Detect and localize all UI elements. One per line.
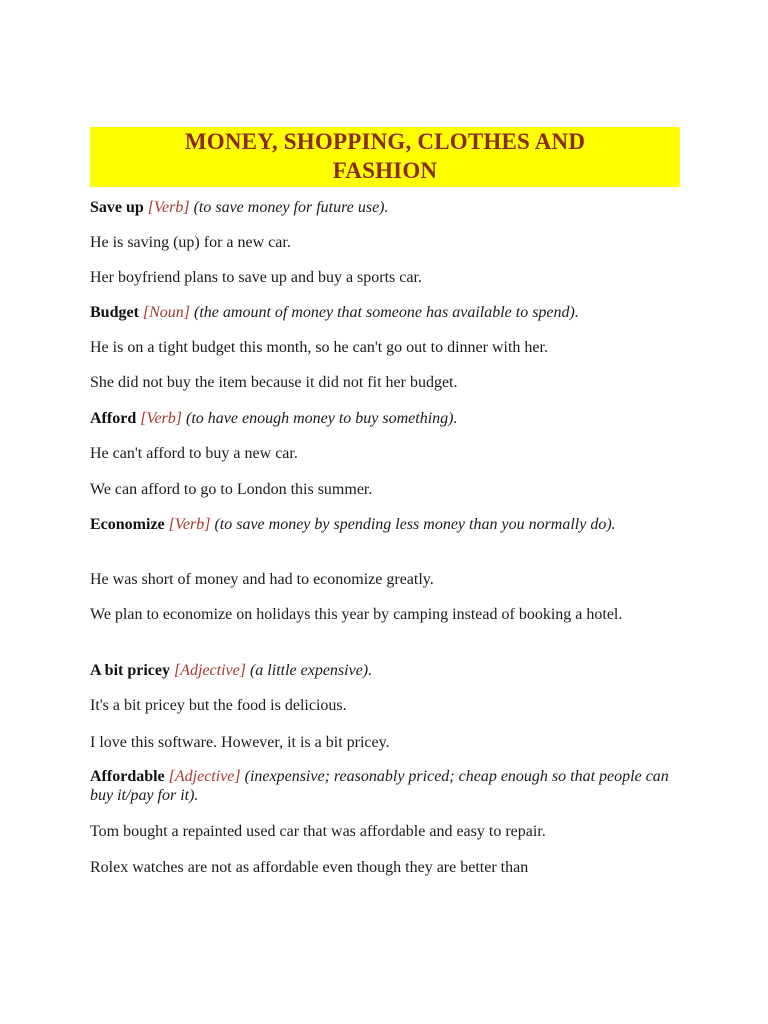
- example-sentence: He is on a tight budget this month, so he can't go out to dinner with her.: [90, 339, 548, 356]
- entry-part-of-speech: [Adjective]: [168, 768, 241, 785]
- entry-heading: [90, 198, 690, 217]
- entry-heading: [90, 661, 690, 680]
- entry-part-of-speech: [Verb]: [140, 410, 182, 427]
- example-sentence: I love this software. However, it is a bit pricey.: [90, 734, 390, 751]
- entry-definition: (to save money for future use).: [193, 199, 389, 216]
- entry-part-of-speech: [Noun]: [142, 304, 191, 321]
- entry-definition: (to save money by spending less money than you normally do).: [214, 516, 616, 533]
- title-line-2: FASHION: [332, 158, 438, 183]
- entry-definition: (to have enough money to buy something).: [186, 410, 458, 427]
- example-sentence: We plan to economize on holidays this year by camping instead of booking a hotel.: [90, 606, 623, 623]
- example-sentence: Rolex watches are not as affordable even though they are better than: [90, 859, 529, 876]
- entry-part-of-speech: [Adjective]: [174, 662, 246, 679]
- entry-heading: [90, 767, 670, 805]
- entry-word: Economize: [90, 516, 165, 533]
- entry-word: Affordable: [90, 768, 165, 785]
- title-line-1: MONEY, SHOPPING, CLOTHES AND: [184, 129, 586, 154]
- example-sentence: We can afford to go to London this summer.: [90, 481, 373, 498]
- entry-definition: (inexpensive; reasonably priced; cheap enough so that people can buy it/pay for it).: [90, 768, 669, 804]
- example-sentence: He was short of money and had to economize greatly.: [90, 571, 434, 588]
- entry-word: Afford: [90, 410, 137, 427]
- example-sentence: It's a bit pricey but the food is delicious.: [90, 697, 347, 714]
- entry-heading: [90, 515, 685, 534]
- entry-definition: (a little expensive).: [249, 662, 373, 679]
- entry-part-of-speech: [Verb]: [147, 199, 190, 216]
- entry-part-of-speech: [Verb]: [168, 516, 211, 533]
- example-sentence: He can't afford to buy a new car.: [90, 445, 298, 462]
- example-sentence: She did not buy the item because it did not fit her budget.: [90, 374, 458, 391]
- example-sentence: He is saving (up) for a new car.: [90, 234, 291, 251]
- entry-word: A bit pricey: [90, 662, 170, 679]
- example-sentence: Tom bought a repainted used car that was affordable and easy to repair.: [90, 823, 546, 840]
- entry-definition: (the amount of money that someone has available to spend).: [194, 304, 579, 321]
- entry-heading: [90, 409, 690, 428]
- entry-heading: [90, 303, 690, 322]
- title-banner: [90, 127, 680, 187]
- entry-word: Budget: [90, 304, 139, 321]
- example-sentence: Her boyfriend plans to save up and buy a sports car.: [90, 269, 422, 286]
- entry-word: Save up: [90, 199, 144, 216]
